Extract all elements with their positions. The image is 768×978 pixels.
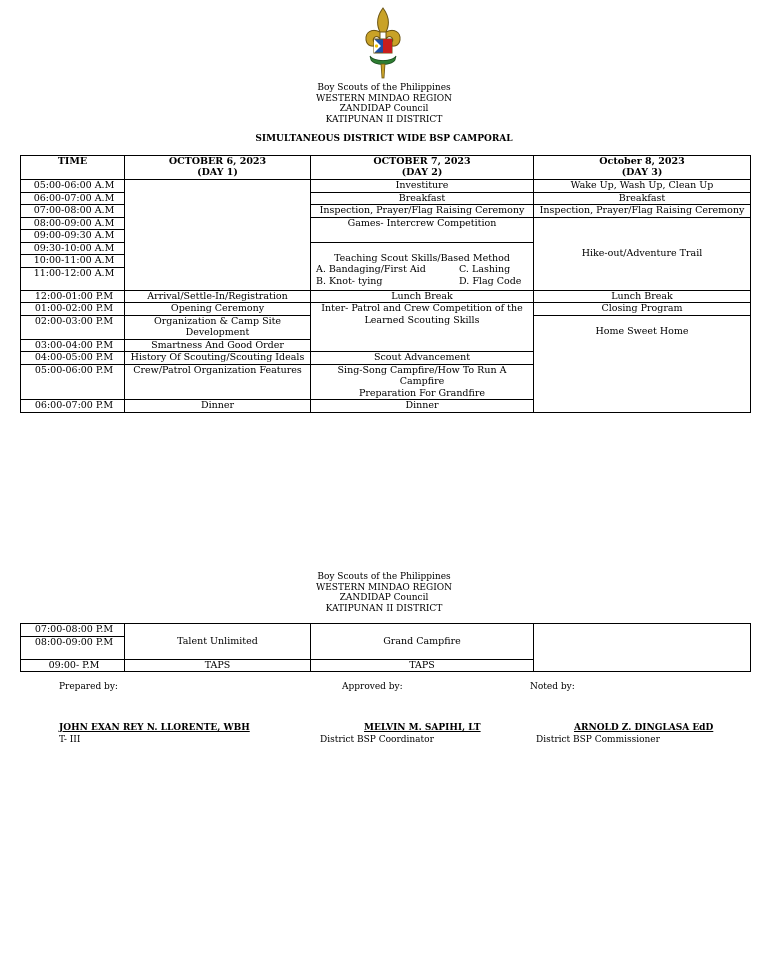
preparation-text: Preparation For Grandfire [358, 387, 486, 399]
skill-b: B. Knot- tying [316, 275, 383, 287]
day2-cell: Investiture [311, 180, 534, 193]
day3-cell: Closing Program [534, 303, 751, 316]
day1-header: OCTOBER 6, 2023 (DAY 1) [125, 156, 311, 180]
day1-cell: Talent Unlimited [125, 624, 311, 660]
day2-cell: TAPS [311, 659, 534, 672]
day2-teaching-cell [311, 242, 534, 290]
time-header: TIME [21, 156, 125, 180]
time-cell: 09:00- P.M [21, 659, 125, 672]
day2-cell [311, 364, 534, 400]
day1-cell: Dinner [125, 400, 311, 413]
time-cell: 06:00-07:00 P.M [21, 400, 125, 413]
singsong-text: Sing-Song Campfire/How To Run A Campfire [337, 364, 507, 387]
day3-cell: Breakfast [534, 192, 751, 205]
skill-a: A. Bandaging/First Aid [316, 264, 426, 275]
org-name: Boy Scouts of the Philippines [317, 572, 451, 582]
document-header-page2 [0, 572, 768, 614]
table-row [21, 180, 751, 193]
day3-empty-cell [534, 624, 751, 672]
day2-cell: Lunch Break [311, 290, 534, 303]
time-cell: 12:00-01:00 P.M [21, 290, 125, 303]
skill-c: C. Lashing [459, 264, 511, 275]
time-cell: 07:00-08:00 P.M [21, 624, 125, 637]
day2-cell: Grand Campfire [311, 624, 534, 660]
council-name: ZANDIDAP Council [339, 593, 429, 603]
day1-cell: Smartness And Good Order [125, 339, 311, 352]
district-name: KATIPUNAN II DISTRICT [325, 603, 443, 614]
time-cell: 04:00-05:00 P.M [21, 352, 125, 365]
day1-cell: Organization & Camp Site Development [125, 315, 311, 339]
day1-cell: Opening Ceremony [125, 303, 311, 316]
day1-cell: History Of Scouting/Scouting Ideals [125, 352, 311, 365]
schedule-table-continued [20, 623, 751, 672]
time-cell: 11:00-12:00 A.M [21, 267, 125, 290]
org-name: Boy Scouts of the Philippines [317, 83, 451, 93]
prepared-by-label: Prepared by: [59, 682, 118, 692]
schedule-table [20, 155, 751, 413]
day2-cell: Breakfast [311, 192, 534, 205]
approved-by-name: MELVIN M. SAPIHI, LT [364, 723, 481, 733]
table-row [21, 290, 751, 303]
time-cell: 05:00-06:00 P.M [21, 364, 125, 400]
day1-cell: TAPS [125, 659, 311, 672]
day2-cell: Inter- Patrol and Crew Competition of the Learned Scouting Skills [311, 303, 534, 352]
noted-by-label: Noted by: [530, 682, 575, 692]
time-cell: 10:00-11:00 A.M [21, 255, 125, 268]
day1-cell: Arrival/Settle-In/Registration [125, 290, 311, 303]
table-row [21, 303, 751, 316]
time-cell: 03:00-04:00 P.M [21, 339, 125, 352]
noted-by-title: District BSP Commissioner [536, 735, 660, 745]
day1-cell: Crew/Patrol Organization Features [125, 364, 311, 400]
council-name: ZANDIDAP Council [339, 104, 429, 114]
day3-cell: Wake Up, Wash Up, Clean Up [534, 180, 751, 193]
table-header-row [21, 156, 751, 180]
prepared-by-title: T- III [59, 735, 81, 745]
day2-cell: Games- Intercrew Competition [311, 217, 534, 242]
document-title: SIMULTANEOUS DISTRICT WIDE BSP CAMPORAL [255, 134, 513, 144]
time-cell: 09:00-09:30 A.M [21, 230, 125, 243]
day3-cell: Home Sweet Home [534, 315, 751, 412]
day3-cell: Hike-out/Adventure Trail [534, 217, 751, 290]
time-cell: 06:00-07:00 A.M [21, 192, 125, 205]
approved-by-title: District BSP Coordinator [320, 735, 434, 745]
day3-cell: Inspection, Prayer/Flag Raising Ceremony [534, 205, 751, 218]
document-header [0, 83, 768, 125]
prepared-by-name: JOHN EXAN REY N. LLORENTE, WBH [59, 723, 250, 733]
time-cell: 02:00-03:00 P.M [21, 315, 125, 339]
teaching-title: Teaching Scout Skills/Based Method [334, 252, 510, 264]
bsp-fleur-de-lis-logo [362, 6, 404, 80]
region-name: WESTERN MINDAO REGION [315, 582, 452, 593]
day2-cell: Scout Advancement [311, 352, 534, 365]
time-cell: 08:00-09:00 P.M [21, 636, 125, 659]
time-cell: 09:30-10:00 A.M [21, 242, 125, 255]
day2-cell: Inspection, Prayer/Flag Raising Ceremony [311, 205, 534, 218]
time-cell: 05:00-06:00 A.M [21, 180, 125, 193]
time-cell: 08:00-09:00 A.M [21, 217, 125, 230]
table-row [21, 624, 751, 637]
time-cell: 01:00-02:00 P.M [21, 303, 125, 316]
time-cell: 07:00-08:00 A.M [21, 205, 125, 218]
district-name: KATIPUNAN II DISTRICT [325, 114, 443, 125]
day1-empty-cell [125, 180, 311, 291]
region-name: WESTERN MINDAO REGION [315, 93, 452, 104]
noted-by-name: ARNOLD Z. DINGLASA EdD [574, 723, 714, 733]
day2-header: OCTOBER 7, 2023 (DAY 2) [311, 156, 534, 180]
approved-by-label: Approved by: [342, 682, 403, 692]
day3-header: October 8, 2023 (DAY 3) [534, 156, 751, 180]
day3-cell: Lunch Break [534, 290, 751, 303]
skill-d: D. Flag Code [459, 275, 522, 287]
day2-cell: Dinner [311, 400, 534, 413]
